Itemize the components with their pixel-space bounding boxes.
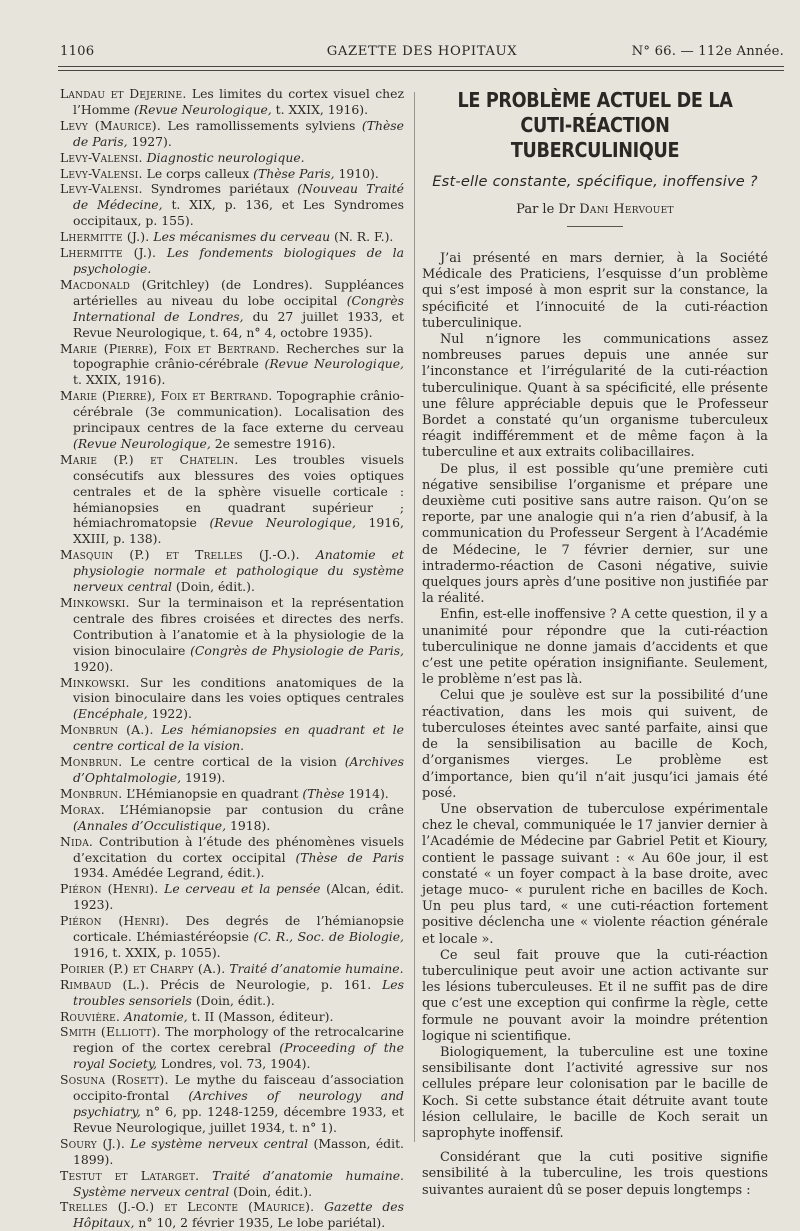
reference-tail: 1919). [181, 769, 226, 785]
reference-em: Le système nerveux central [130, 1135, 309, 1151]
reference-tail: 1914). [344, 785, 389, 801]
issue-label: N° 66. — 112e Année. [631, 44, 784, 59]
article-paragraph: Ce seul fait prouve que la cuti-réaction tuberculinique peut avoir une action activante sur les lésions tuberculeuses. Et il ne suffit pas de dire que c’est une exception qui confirme la règle, cette formule ne pouvant avoir la moindre prétention logique ni scientifique. [422, 947, 768, 1044]
reference-text: Sur la terminaison et la représentation centrale des fibres croisées et directes des nerfs. Contribution à l’anatomie et à la physiologie de la vision binoculaire [73, 595, 404, 658]
reference-text: The morphology of the retrocalcarine region of the cortex cerebral [73, 1024, 404, 1056]
reference-tail: Londres, vol. 73, 1904). [157, 1056, 311, 1072]
reference-entry [60, 881, 404, 913]
reference-em: Traité d’anatomie humaine. [229, 960, 404, 976]
reference-em: (Proceeding of the royal Society, [73, 1040, 404, 1072]
reference-entry [60, 754, 404, 786]
reference-entry [60, 595, 404, 675]
reference-em: (Thèse [302, 785, 345, 801]
reference-tail: t. XIX, p. 136, et Les Syndromes occipitaux, p. 155). [73, 197, 404, 229]
reference-author: Sosuna (Rosett). [60, 1072, 169, 1088]
reference-tail: (Doin, édit.). [171, 579, 255, 595]
reference-author: Monbrun. [60, 785, 123, 801]
reference-entry [60, 802, 404, 834]
reference-entry [60, 341, 404, 389]
reference-entry [60, 722, 404, 754]
reference-entry [60, 1199, 404, 1231]
reference-author: Levy-Valensi. [60, 165, 143, 181]
reference-author: Lhermitte (J.). [60, 229, 150, 245]
title-rule [567, 226, 623, 227]
article-paragraph: J’ai présenté en mars dernier, à la Société Médicale des Praticiens, l’esquisse d’un problème qui s’est imposé à mon esprit sur la constance, la spécificité et l’innocuité de la cuti-réaction tuberculinique. [422, 251, 768, 331]
reference-tail: (Doin, édit.). [229, 1183, 313, 1199]
reference-author: Levy-Valensi. [60, 181, 143, 197]
reference-em: Gazette des Hôpitaux, [73, 1199, 405, 1231]
reference-text [300, 547, 316, 562]
reference-tail: t. II (Masson, éditeur). [187, 1008, 334, 1024]
article-subtitle: Est-elle constante, spécifique, inoffensive ? [432, 173, 758, 190]
reference-tail: 1916, t. XXIX, p. 1055). [73, 944, 221, 960]
reference-author: Piéron (Henri). [60, 913, 170, 929]
reference-em: Les fondements biologiques de la psychologie. [73, 245, 404, 276]
reference-text [314, 1199, 324, 1214]
reference-entry [60, 834, 404, 882]
reference-author: Morax. [60, 801, 105, 817]
page-number: 1106 [60, 44, 95, 59]
article-title [446, 88, 744, 163]
reference-author: Smith (Elliott). [60, 1024, 161, 1040]
reference-author: Monbrun. [60, 754, 123, 770]
reference-entry [60, 913, 404, 961]
reference-text: L’Hémianopsie en quadrant [122, 785, 303, 801]
reference-tail: 2e semestre 1916). [210, 435, 336, 451]
reference-em: Les mécanismes du cerveau [153, 229, 331, 245]
reference-text: Les ramollissements sylviens [160, 117, 362, 133]
reference-author: Rimbaud (L.). [60, 976, 150, 992]
reference-entry [60, 181, 404, 229]
reference-author: Nida. [60, 833, 94, 849]
reference-tail: 1934. Amédée Legrand, édit.). [73, 865, 265, 881]
reference-tail: t. XXIX, 1916). [271, 101, 369, 117]
article-title-line2: TUBERCULINIQUE [510, 138, 680, 162]
reference-text: Le mythe du faisceau d’association occipito-frontal [73, 1072, 405, 1104]
reference-tail: 1918). [226, 817, 271, 833]
reference-author: Landau et Dejerine. [60, 86, 187, 101]
reference-tail: (Masson, édit. 1899). [73, 1135, 404, 1167]
reference-tail: 1922). [147, 706, 192, 722]
reference-author: Testut et Latarget. [60, 1167, 200, 1183]
reference-tail: 1927). [127, 133, 172, 149]
reference-text: Les limites du cortex visuel chez l’Homme [73, 86, 404, 117]
reference-entry [60, 961, 404, 977]
article-byline [422, 202, 768, 217]
reference-author: Minkowski. [60, 595, 130, 610]
journal-title: GAZETTE DES HOPITAUX [326, 44, 518, 59]
reference-tail: 1916, XXIII, p. 138). [73, 515, 404, 547]
reference-em: (Congrès International de Londres, [73, 292, 404, 324]
reference-entry [60, 452, 404, 547]
reference-text: Recherches sur la topographie crânio-cérébrale [73, 340, 404, 372]
reference-author: Trelles (J.-O.) et Leconte (Maurice). [60, 1199, 315, 1215]
reference-author: Levy (Maurice). [60, 117, 161, 133]
reference-em: (Congrès de Physiologie de Paris, [190, 642, 404, 658]
reference-entry [60, 786, 404, 802]
reference-author: Marie (P.) et Chatelin. [60, 451, 239, 467]
reference-tail: n° 6, pp. 1248-1259, décembre 1933, et Revue Neurologique, juillet 1934, t. n° 1). [73, 1104, 404, 1135]
reference-em: (Encéphale, [73, 706, 148, 722]
reference-tail: 1920). [73, 658, 114, 674]
reference-tail: t. XXIX, 1916). [73, 372, 166, 388]
reference-text: Des degrés de l’hémianopsie corticale. L’hémiastéréopsie [73, 913, 404, 945]
article-paragraph: Nul n’ignore les communications assez nombreuses parues depuis une année sur l’inconstance et l’irrégularité de la cuti-réaction tuberculinique. Quant à sa spécificité, elle présente une fêlure appréciable depuis que le Professeur Bordet a constaté qu’un organisme tuberculeux réagit indifféremment et de même façon à la tuberculine et aux extraits colibacillaires. [422, 332, 768, 461]
article-paragraph: Biologiquement, la tuberculine est une toxine sensibilisante dont l’activité agressive sur nos cellules prépare leur colonisation par le bacille de Koch. Si cette substance était détruite avant toute lésion cellulaire, le bacille de Koch serait un saprophyte inoffensif. [422, 1044, 768, 1141]
reference-em: Anatomie, [123, 1008, 188, 1024]
reference-em: Les troubles sensoriels [73, 976, 404, 1008]
reference-em: (Thèse Paris, [253, 165, 335, 181]
bibliography-column [60, 86, 404, 1231]
article-title-line1: LE PROBLÈME ACTUEL DE LA CUTI-RÉACTION [457, 88, 733, 137]
reference-tail: 1910). [334, 165, 379, 181]
reference-entry [60, 675, 404, 723]
reference-entry [60, 150, 404, 166]
reference-entry [60, 86, 404, 118]
reference-em: Traité d’anatomie humaine. Système nerveux central [73, 1167, 404, 1199]
reference-entry [60, 166, 404, 182]
reference-em: (Revue Neurologique, [133, 101, 272, 117]
reference-text: Syndromes pariétaux [142, 181, 298, 197]
reference-em: (Nouveau Traité de Médecine, [73, 181, 404, 213]
reference-em: (C. R., Soc. de Biologie, [253, 929, 405, 945]
reference-em: Les hémianopsies en quadrant et le centre cortical de la vision. [73, 722, 404, 754]
reference-text: Précis de Neurologie, p. 161. [149, 976, 383, 992]
reference-tail: (Doin, édit.). [191, 992, 275, 1008]
reference-em: (Revue Neurologique, [209, 515, 356, 531]
reference-author: Masquin (P.) et Trelles (J.-O.). [60, 547, 300, 563]
reference-entry [60, 977, 404, 1009]
column-separator [414, 92, 415, 1142]
reference-em: Diagnostic neurologique. [146, 149, 305, 165]
reference-entry [60, 229, 404, 245]
reference-em: (Archives of neurology and psychiatry, [73, 1088, 404, 1119]
reference-tail: n° 10, 2 février 1935, Le lobe pariétal). [134, 1215, 386, 1231]
reference-author: Piéron (Henri). [60, 881, 159, 897]
header-rule [58, 66, 784, 67]
reference-text [156, 245, 167, 260]
byline-prefix: Par le Dr [516, 202, 576, 217]
reference-em: (Archives d’Ophtalmologie, [73, 754, 404, 785]
reference-em: Le cerveau et la pensée [164, 881, 321, 897]
header-rule-double [58, 70, 784, 71]
reference-em: Anatomie et physiologie normale et pathologique du système nerveux central [73, 547, 404, 595]
reference-text: Topographie crânio-cérébrale (3e communication). Localisation des principaux centres de la face externe du cerveau [73, 388, 405, 436]
reference-em: (Thèse de Paris [295, 849, 405, 865]
reference-text [199, 1168, 212, 1183]
reference-em: (Revue Neurologique, [264, 356, 404, 372]
byline-author: Dani Hervouet [579, 202, 674, 217]
reference-author: Marie (Pierre), Foix et Bertrand. [60, 340, 280, 356]
reference-author: Minkowski. [60, 674, 130, 690]
reference-author: Lhermitte (J.). [60, 245, 157, 261]
article-paragraph: Celui que je soulève est sur la possibilité d’une réactivation, dans les mois qui suivent, de tuberculoses éteintes avec santé parfaite, ainsi que de la sensibilisation au bacille de Koch, d’organismes vierges. Le problème est d’importance, bien qu’il n’ait jusqu’ici jamais été posé. [422, 688, 768, 801]
reference-entry [60, 388, 404, 452]
reference-author: Monbrun (A.). [60, 722, 154, 738]
reference-text: (Gritchley) (de Londres). Suppléances artérielles au niveau du lobe occipital [73, 276, 404, 308]
article-paragraph: Enfin, est-elle inoffensive ? A cette question, il y a unanimité pour répondre que la cuti-réaction tuberculinique ne donne jamais d’accidents et que c’est une petite opération insignifiante. Seulement, le problème n’est pas là. [422, 607, 768, 688]
reference-text: Le corps calleux [142, 165, 254, 181]
running-header [60, 42, 784, 64]
reference-author: Poirier (P.) et Charpy (A.). [60, 960, 226, 976]
reference-entry [60, 118, 404, 150]
reference-tail: (Alcan, édit. 1923). [73, 881, 404, 913]
reference-entry [60, 547, 404, 595]
reference-entry [60, 1072, 404, 1136]
reference-text: L’Hémianopsie par contusion du crâne [104, 801, 404, 817]
article-body [422, 251, 768, 1199]
reference-entry [60, 1136, 404, 1168]
reference-entry [60, 245, 404, 277]
reference-text: Sur les conditions anatomiques de la vision binoculaire dans les voies optiques centrales [73, 674, 404, 706]
reference-text: Le centre cortical de la vision [122, 754, 345, 770]
article-paragraph: Considérant que la cuti positive signifie sensibilité à la tuberculine, les trois questions suivantes auraient dû se poser depuis longtemps : [422, 1150, 768, 1198]
reference-em: (Thèse de Paris, [73, 117, 404, 149]
reference-entry [60, 1024, 404, 1072]
reference-entry [60, 1009, 404, 1025]
reference-em: (Revue Neurologique, [73, 435, 211, 451]
article-column [422, 88, 768, 1199]
article-paragraph: Une observation de tuberculose expérimentale chez le cheval, communiquée le 17 janvier dernier à l’Académie de Médecine par Gabriel Petit et Kioury, contient le passage suivant : « Au 60e jour, il est constaté « un foyer compact à la base droite, avec jetage muco- « purulent riche en bacilles de Koch. Un peu plus tard, « une cuti-réaction fortement positive déclencha une « violente réaction générale et locale ». [422, 801, 768, 947]
reference-text: Les troubles visuels consécutifs aux blessures des voies optiques centrales et de la sphère visuelle corticale : hémianopsies en quadrant supérieur ; hémiachromatopsie [73, 451, 405, 531]
reference-author: Rouvière. [60, 1008, 121, 1024]
reference-author: Levy-Valensi. [60, 149, 143, 165]
reference-em: (Annales d’Occulistique, [73, 817, 227, 833]
reference-tail: du 27 juillet 1933, et Revue Neurologique, t. 64, n° 4, octobre 1935). [73, 308, 404, 340]
reference-author: Soury (J.). [60, 1135, 125, 1151]
reference-author: Macdonald [60, 276, 131, 292]
reference-text: Contribution à l’étude des phénomènes visuels d’excitation du cortex occipital [73, 833, 404, 865]
reference-entry [60, 277, 404, 341]
reference-tail: (N. R. F.). [330, 229, 394, 245]
article-paragraph: De plus, il est possible qu’une première cuti négative sensibilise l’organisme et prépare une deuxième cuti positive sans autre raison. Qu’on se reporte, par une analogie qui n’a rien d’abusif, à la communication du Professeur Sergent à l’Académie de Médecine, le 7 février dernier, sur une intradermo-réaction de Casoni négative, suivie quelques jours après d’une positive non justifiée par la réalité. [422, 461, 768, 607]
reference-author: Marie (Pierre), Foix et Bertrand. [60, 388, 273, 404]
reference-entry [60, 1168, 404, 1200]
